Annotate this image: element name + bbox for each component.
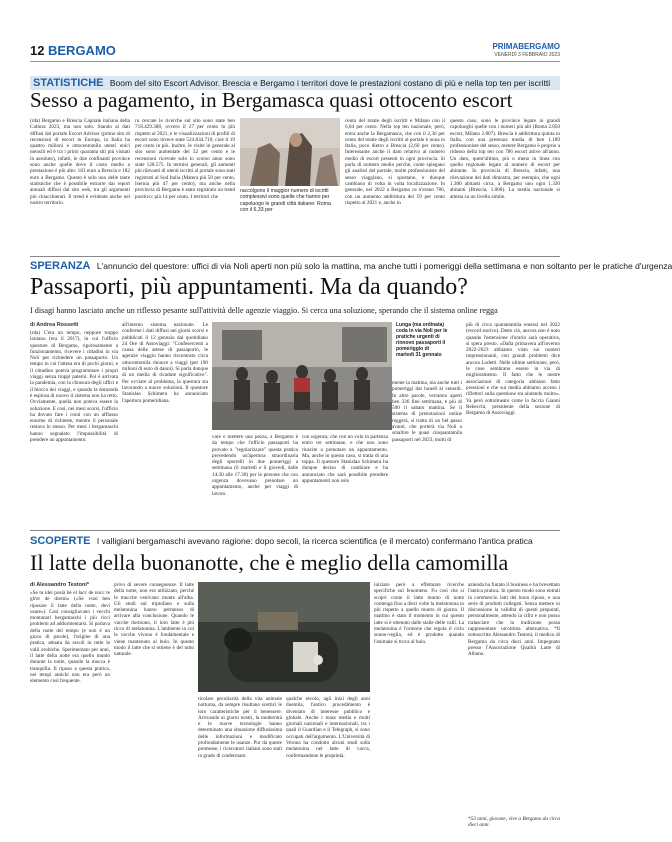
page-header xyxy=(30,42,560,62)
article3-col6: azienda ha fiutato il business e ha brevettato l'antica pratica. In questo modo sono entrati in commercio latti del buon riposo, e una serie di prodotti collegati. Senza mettere in discussione la validità di questi preparati, personalmente, attendo la cifra e non posso tralasciare che la tradizione possa rappresentare un'ottima alternativa. *Il sottoscritto Alessandro Testoni, il medico di Bergamo da circa dieci anni. Impegnato presso l'Associazione Qualità Latte di Albano. xyxy=(468,582,560,658)
article3-col3: ticolare peculiarità della vita animale notturna, da sempre risultano scettici le loro caratteristiche per il benessere. Arrivando ai giorni nostri, la modernità e le nuove tecnologie hanno determinato una situazione diffusissima delle informazioni e modificato profondamente le usanze. Pur da queste premesse, i ricercatori italiani sono stati in grado di confermare. xyxy=(198,696,282,759)
article2-photo xyxy=(212,322,392,430)
article3-kicker-text: I valligiani bergamaschi avevano ragione: dopo secoli, la ricerca scientifica (e il mercato) confermano l'antica pratica xyxy=(96,536,533,546)
article3-photo xyxy=(198,582,370,692)
article2-col5: mente la mattina, ma anche tutti i pomeriggi dal lunedì al venerdì. In altre parole, verranno aperti ben 336 fine settimana, e più di 500 il sabato mattina. Se il sistema di prenotazioni online reggerà, si tratta di un bel passo avanti, che porterà via Noli a smaltire le quasi cinquantamila passaporti nel 2023, molti di xyxy=(392,380,462,443)
article1-col2: ro cercate le ricerche sul sito sono state ben 718.429.388, ovvero il 27 per cento in più rispetto al 2021, e le visualizzazioni di profili di escort sono invece state 524.834.710, cioè il 19 per cento in più. Inoltre, le visite in generale al sito sono aumentate del 32 per cento e le recensioni ricevute solo lo scorso anno sono state 128.575. In termini generali, gli aumenti più rilevanti di utenti iscritti al portale sono stati registrati al Sud Italia (Matera più 50 per cento, Isernia più 47 per cento), ma anche nella provincia di Bergamo è stato registrato un trend positivo: più 14 per cento. I territori che xyxy=(135,118,235,200)
page-number: 12 xyxy=(30,43,45,58)
article3-footnote: *53 anni, giovane, vive a Bergamo da circa dieci anni. xyxy=(468,816,560,829)
article3-kicker: SCOPERTE xyxy=(30,535,91,547)
article2-kicker-text: L'annuncio del questore: uffici di via Noli aperti non più solo la mattina, ma anche tutti i pomeriggi della settimana e non soltanto per le pratiche d'urgenza xyxy=(96,261,672,271)
section-divider xyxy=(30,256,560,257)
article1-col3-text: raccolgono il maggior numero di iscritti complessivi sono quelle che hanno per capoluogo le grandi città italiane: Roma con il 6,33 per xyxy=(240,188,331,213)
article3-col4: qualche secolo, agli inizi degli anni duemila, l'antico procedimento è diventato di interesse pubblico e globale. Anche i mass media e molti giornali nazionali e internazionali, tra i quali il Guardian e il Telegraph, si sono occupati dell'argomento. L'Università di Verona ha condotto alcuni studi sulla melatonina nel latte di vacca, confermandone le proprietà. xyxy=(286,696,370,759)
article1-col4: cento del totale degli iscritti e Milano con il 6,04 per cento. Nella top ten nazionale, però, entra anche la Bergamasca, che con il 2,36 per cento del totale degli iscritti al portale è nona in Italia, poco dietro a Brescia (2,60 per cento). Interessante anche il dato relativo al numero medio di escort presenti in ogni provincia. Si parla di numero medio perché, come spiegano gli analisti del portale, molte professioniste del sesso viaggiano, si spostano, e dunque cambiano di volta in volta localizzazione. In generale, nel 2022 a Bergamo ce n'erano 786, con un aumento addirittura del 59 per cento rispetto al 2021 e, anche in xyxy=(345,118,445,206)
article2-subhead: I disagi hanno lasciato anche un riflesso pesante sull'attività delle agenzie viaggio. Si cerca una soluzione, sperando che il sistema online regga xyxy=(30,306,498,315)
article2-col4: con urgenza, che con un volo in partenza entro tre settimane, e che non sono riuscite a prenotare un appuntamento. Ma, anche in questo caso, si tratta di una toppa. Il questore Stanislao Schimera ha dunque deciso di cambiare e ha annunciato che sarà possibile prendere appuntamenti non solo xyxy=(302,434,388,485)
article2-photo-caption: Lunga (ma ordinata) coda in via Noli per le pratiche urgenti di rinnovo passaporti il pomeriggio di martedì 31 gennaio xyxy=(396,322,448,358)
article3-kicker-line xyxy=(30,535,560,547)
article2-headline[interactable]: Passaporti, più appuntamenti. Ma da quando? xyxy=(30,274,468,300)
article1-photo xyxy=(240,118,340,186)
article1-col1: (rda) Bergamo e Brescia Capitale italiana della Cultura 2023, ma non solo. Stando ai dati diffusi dal portale Escort Advisor (primo sito di recensioni di escort in Europa, in Italia ha quattro milioni e ottocentomila utenti unici mensili ed è tra i primi quaranta siti più visitati in assoluto), infatti, le due confinanti province sono anche quelle dove il costo medio a prestazione è più alto: 183 euro a Brescia e 182 euro a Bergamo. Questo è solo uno delle tante statistiche che è possibile estrarre dai report annuali diffusi dal sito web, tra gli argomenti più chiacchierati. Il trend è evidente anche nel nostro territorio. xyxy=(30,118,130,206)
issue-date: VENERDÌ 3 FEBBRAIO 2023 xyxy=(494,52,560,58)
article1-kicker-text: Boom del sito Escort Advisor. Brescia e Bergamo i territori dove le prestazioni costano di più e nella top ten per iscritti xyxy=(109,78,551,88)
article2-col2: all'interno sistema nazionale. Le conferme i dati diffusi nei giorni scorsi e pubblicati il 12 gennaio dal quotidiano 24 Ore di Assoviaggi: "Confesercenti a causa delle attese di passaporto, le agenzie viaggio hanno riscontrato circa ottocentomila rinunce a viaggi (per 190 milioni di euro di danni). Si parla dunque di un media di ricadute significative". Per ovviare al problema, la questura sta lavorando a nuove soluzioni. Il questore Stanislao Schimera ha annunciato l'apertura pomeridiana. xyxy=(122,322,208,404)
article2-kicker: SPERANZA xyxy=(30,260,91,272)
article1-kicker: STATISTICHE xyxy=(33,77,104,89)
article1-headline[interactable]: Sesso a pagamento, in Bergamasca quasi ottocento escort xyxy=(30,88,513,112)
article3-headline[interactable]: Il latte della buonanotte, che è meglio della camomilla xyxy=(30,550,509,575)
article2-col1: (rda) C'era un tempo, neppure troppo lontano (era il 2017), in cui l'ufficio questure di Bergamo, rigorosamente a funzionamento, ricevere i cittadini in via Noli per richiedere un passaporto. Un tempo in cui l'attesa era di pochi giorni, e il cittadino poteva programmare i propri viaggi senza troppi patemi. Poi è arrivata la pandemia, con la chiusura degli uffici e il blocco dei viaggi, e quando la domanda è esplosa di nuovo il sistema non ha retto. Ovviamente, quella non poteva essere la soluzione. E così, nei mesi scorsi, l'ufficio ha dovuto fare i conti con un afflusso enorme di richieste, mentre il personale restava lo stesso. Per mesi i bergamaschi hanno segnalato l'impossibilità di prendere un appuntamento. xyxy=(30,330,118,444)
article2-kicker-line xyxy=(30,260,672,272)
article1-col5: questo caso, sono le province legate ai grandi capoluoghi quelle con i numeri più alti (Roma 2.850 escort, Milano 2.807). Brescia è addirittura quinta in Italia, con una presenza media di ben 1.189 professioniste del sesso, mentre Bergamo è proprio a ridosso della top ten con 786 escort attive all'anno. Un dato, quest'ultimo, più o meno in linea con quello regionale legato al numero di escort per abitante. In provincia di Brescia, infatti, una rilevazione dei dati dimostra, per esempio, che ogni 1.300 abitanti circa, a Bergamo uno ogni 1.330 abitanti (Brescia, 1.000). La media nazionale si attesta su un livello simile. xyxy=(450,118,560,200)
section-title: BERGAMO xyxy=(48,43,116,58)
article3-byline: di Alessandro Testoni* xyxy=(30,582,89,588)
article3-col5: iniziato però a effettuare ricerche specifiche sul fenomeno. Fu così che si scoprì come il latte munto di notte contenga fino a dieci volte la melatonina in più rispetto a quello munto di giorno. Il mattino è stato il momento in cui questo latte si è ottenuto dalle stalle delle valli. La melatonina è l'ormone che regola il ciclo sonno-veglia, ed è prodotto quando l'animale si trova al buio. xyxy=(374,582,464,645)
section-divider-2 xyxy=(30,530,560,531)
article2-col6: più di circa quarantamila emessi nel 2022 (record storico). Detto ciò, ancora non è noto quando l'estensione d'orario sarà operativa, si spera presto. «Dalla primavera all'inverno 2022-2023 abbiamo visto sui numeri impressionanti, con grandi problemi dice ancora Lodetti. Nelle ultime settimane, però, le cose sembrano essere in via di miglioramento. Il fatto che le nostre associazioni di categoria abbiano fatto pressioni e che sui media abbiamo acceso i riflettori sulla questione sta aiutando molto». Va però sottolineato come lo faccia Gianni Rebecchi, presidente della sezione di Bergamo di Assoviaggi. xyxy=(466,322,560,417)
article3-col2: privo di severe conseguenze. Il latte della notte, non era utilizzato, perché le mucche venivano munte all'alba. Gli studi sul triptofano e sulla melatonina hanno permesso di arrivare alla conclusione. Quando le vacche dormono, il loro latte è più ricco di melatonina. L'ambiente in cui le vacche vivono è fondamentale e viene mantenuto al buio. In questo modo il latte che si ottiene è del tutto naturale. xyxy=(114,582,194,658)
article3-col1: «Se tu idei posià bè el lacc de nocc te gh'et de dormì» («Se vuoi ben riposare il latte della notte, devi usare»). Così consigliavano i vecchi montanari bergamaschi i più ricci problemi ad addormentarsi. Si parlava della notte del tempo (e non è un gioco di parole), l'origine di una pratica, attuata da secoli in tutte le valli orobiche. Sperimentato per anni, il latte della notte era quello munto durante la notte, quando la mucca è tranquilla. Il riposo a questa pratica, nei tempi antichi non era però un elemento così frequente. xyxy=(30,590,110,685)
article2-byline: di Andrea Rossetti xyxy=(30,322,79,328)
brand-logo: PRIMABERGAMO xyxy=(492,42,560,51)
article2-col3: vare e mettere una pezza, a Bergamo è da tempo che l'ufficio passaporti ha provato a "regolarizzare" questa pratica prevedendo un'apertura straordinaria degli sportelli in due pomeriggi a settimana (il martedì e il giovedì, dalle 14.30 alle 17.30) per le persone che con urgenza dovevano prenotare un appuntamento, anche per viaggi di lavoro. xyxy=(212,434,298,497)
